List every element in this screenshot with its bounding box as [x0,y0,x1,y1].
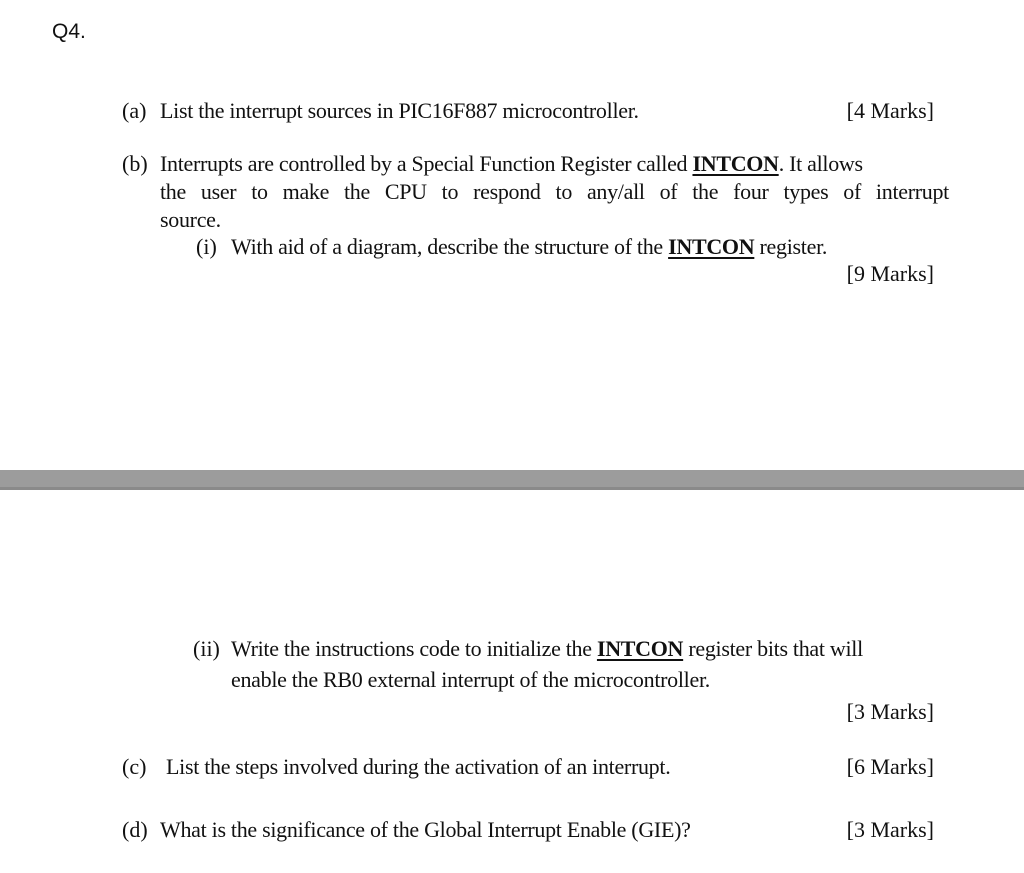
part-b-line3: source. [160,207,221,232]
part-b-line1 [160,149,863,178]
sub-i-text-pre: With aid of a diagram, describe the structure of the [231,234,663,259]
sub-i-text-post: register. [759,234,828,259]
sub-ii-text-post: register bits that will [688,636,863,661]
part-b-line1-pre: Interrupts are controlled by a Special Function Register called [160,151,688,176]
part-a-label: (a) [122,98,147,123]
question-number: Q4. [52,20,86,43]
sub-ii-line2: enable the RB0 external interrupt of the microcontroller. [231,667,710,692]
part-d-marks: [3 Marks] [846,817,934,842]
part-c-text: List the steps involved during the activation of an interrupt. [166,754,671,779]
sub-ii-line1 [231,634,863,663]
part-c-marks: [6 Marks] [846,754,934,779]
page-divider [0,470,1024,490]
sub-ii-marks: [3 Marks] [846,699,934,724]
part-b-line2: the user to make the CPU to respond to any/all of the four types of interrupt [160,179,949,204]
part-b-line1-post: . It allows [778,151,863,176]
sub-ii-label: (ii) [193,636,220,661]
intcon-register-name: INTCON [596,636,684,661]
intcon-register-name: INTCON [692,151,779,176]
part-a-marks: [4 Marks] [846,98,934,123]
sub-i-text [231,232,827,261]
sub-i-marks: [9 Marks] [846,261,934,286]
intcon-register-name: INTCON [668,234,755,259]
sub-ii-text-pre: Write the instructions code to initialize the [231,636,592,661]
part-d-label: (d) [122,817,148,842]
part-c-label: (c) [122,754,147,779]
part-a-text: List the interrupt sources in PIC16F887 microcontroller. [160,98,639,123]
sub-i-label: (i) [196,234,217,259]
part-b-label: (b) [122,151,148,176]
part-d-text: What is the significance of the Global Interrupt Enable (GIE)? [160,817,691,842]
